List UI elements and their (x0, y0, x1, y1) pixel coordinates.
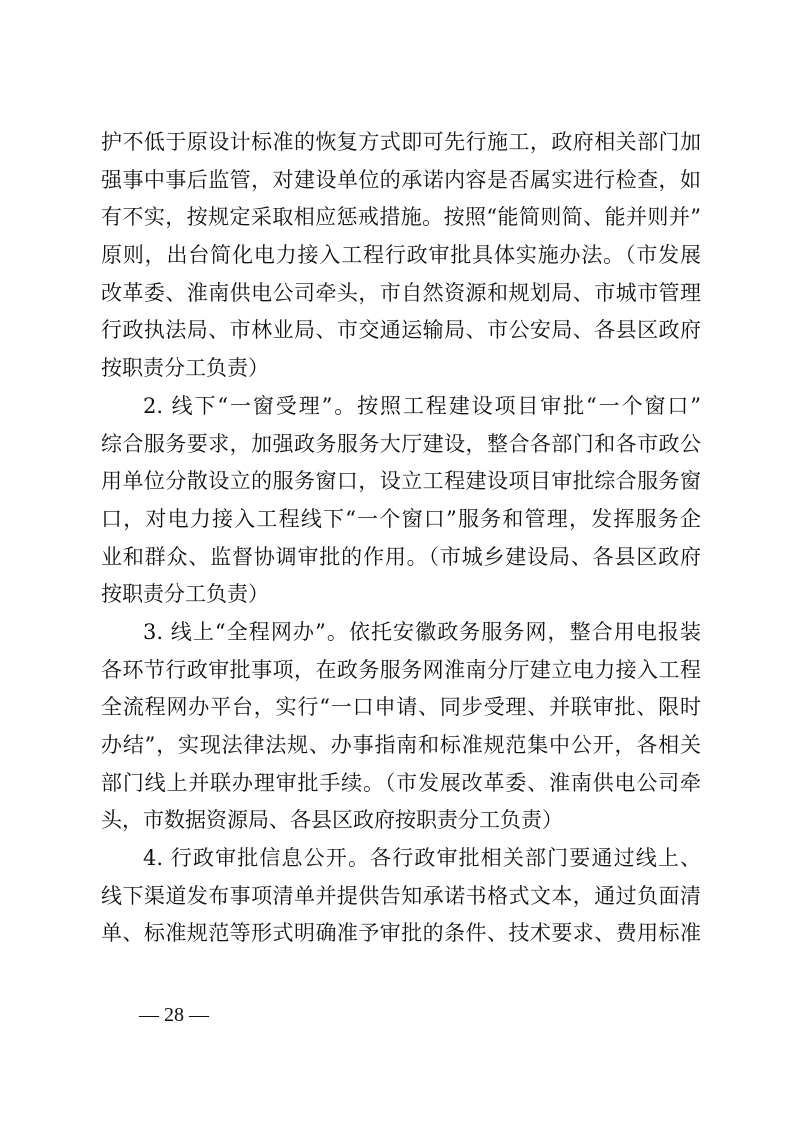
text-line: 线下渠道发布事项清单并提供告知承诺书格式文本，通过负面清 (101, 883, 701, 908)
text-line: 按职责分工负责） (101, 582, 269, 607)
body-text (101, 124, 701, 953)
text-line: 部门线上并联办理审批手续。（市发展改革委、淮南供电公司牵 (101, 770, 701, 795)
text-line: 办结”，实现法律法规、办事指南和标准规范集中公开，各相关 (101, 733, 701, 757)
text-line: 各环节行政审批事项，在政务服务网淮南分厅建立电力接入工程 (101, 657, 701, 682)
text-line: 口，对电力接入工程线下“一个窗口”服务和管理，发挥服务企 (101, 506, 701, 531)
text-line: 用单位分散设立的服务窗口，设立工程建设项目审批综合服务窗 (101, 469, 701, 494)
text-line: 综合服务要求，加强政务服务大厅建设，整合各部门和各市政公 (101, 431, 701, 456)
text-line: 全流程网办平台，实行“一口申请、同步受理、并联审批、限时 (101, 695, 701, 720)
text-line: 原则，出台简化电力接入工程行政审批具体实施办法。（市发展 (101, 243, 701, 268)
text-line: 按职责分工负责） (101, 356, 269, 381)
section-3-heading-line: 3. 线上“全程网办”。依托安徽政务服务网，整合用电报装 (143, 619, 701, 644)
text-line: 单、标准规范等形式明确准予审批的条件、技术要求、费用标准 (101, 921, 701, 946)
page-number: — 28 — (139, 1004, 209, 1026)
text-line: 有不实，按规定采取相应惩戒措施。按照“能简则简、能并则并” (101, 205, 701, 230)
section-4-heading-line: 4. 行政审批信息公开。各行政审批相关部门要通过线上、 (143, 846, 701, 871)
text-line: 行政执法局、市林业局、市交通运输局、市公安局、各县区政府 (101, 318, 701, 343)
text-line: 业和群众、监督协调审批的作用。（市城乡建设局、各县区政府 (101, 544, 701, 569)
section-2-heading-line: 2. 线下“一窗受理”。按照工程建设项目审批“一个窗口” (143, 393, 701, 418)
text-line: 改革委、淮南供电公司牵头，市自然资源和规划局、市城市管理 (101, 280, 701, 305)
text-line: 头，市数据资源局、各县区政府按职责分工负责） (101, 808, 563, 833)
text-line: 护不低于原设计标准的恢复方式即可先行施工，政府相关部门加 (101, 130, 701, 154)
text-line: 强事中事后监管，对建设单位的承诺内容是否属实进行检查，如 (101, 167, 701, 192)
